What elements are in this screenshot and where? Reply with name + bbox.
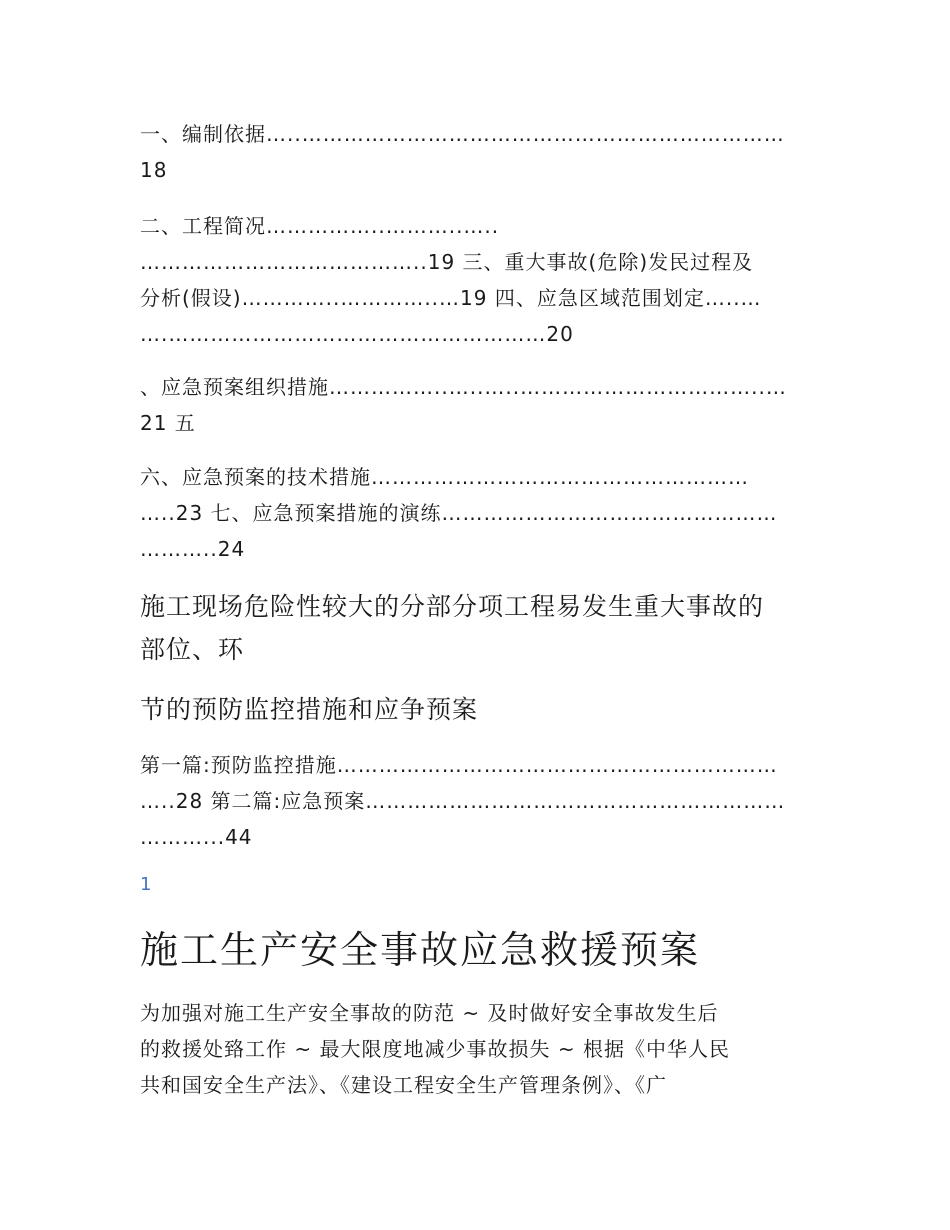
toc-parts xyxy=(140,747,820,855)
intro-paragraph xyxy=(140,995,820,1103)
toc-page-number: 18 xyxy=(140,158,168,182)
toc-entry-basis xyxy=(140,116,820,188)
toc-line: …..23 七、应急预案措施的演练………………………………………… xyxy=(140,501,778,525)
toc-line: 、应急预案组织措施……………..…..…..……………………………..… xyxy=(140,375,787,399)
intro-line: 共和国安全生产法》、《建设工程安全生产管理条例》、《广 xyxy=(140,1073,667,1097)
toc-line: ….………………………………………………20 xyxy=(140,322,574,346)
section-heading-line: 施工现场危险性较大的分部分项工程易发生重大事故的 xyxy=(140,592,765,621)
intro-line: 为加强对施工生产安全事故的防范 ~ 及时做好安全事故发生后 xyxy=(140,1001,719,1025)
section-heading-line: 部位、环 xyxy=(140,635,245,664)
section-heading xyxy=(140,585,820,671)
toc-entry-organization xyxy=(140,369,820,441)
section-heading-line: 节的预防监控措施和应争预案 xyxy=(140,695,479,724)
toc-line: 二、工程简况……………..………..….. xyxy=(140,214,500,238)
toc-line: 21 五 xyxy=(140,411,196,435)
toc-entry-technical xyxy=(140,459,820,567)
toc-line: 第一篇:预防监控措施……………………………………………………… xyxy=(140,753,778,777)
toc-line: 分析(假设)…………..…………..…19 四、应急区域范围划定…..… xyxy=(140,286,762,310)
toc-line: 一、编制依据…..…………………………………………………………… xyxy=(140,122,785,146)
toc-line: …………………………………..19 三、重大事故(危除)发民过程及 xyxy=(140,250,754,274)
toc-line: 六、应急预案的技术措施……………………………………………… xyxy=(140,465,749,489)
toc-line: …..28 第二篇:应急预案…………………………………………………… xyxy=(140,789,786,813)
section-heading-continued xyxy=(140,688,820,731)
intro-line: 的救援处臵工作 ~ 最大限度地减少事故损失 ~ 根据《中华人民 xyxy=(140,1037,730,1061)
toc-entry-overview xyxy=(140,208,820,352)
toc-line: ………..24 xyxy=(140,537,246,561)
main-title: 施工生产安全事故应急救援预案 xyxy=(140,928,701,972)
toc-line: ………...44 xyxy=(140,825,253,849)
page-number: 1 xyxy=(140,874,152,895)
